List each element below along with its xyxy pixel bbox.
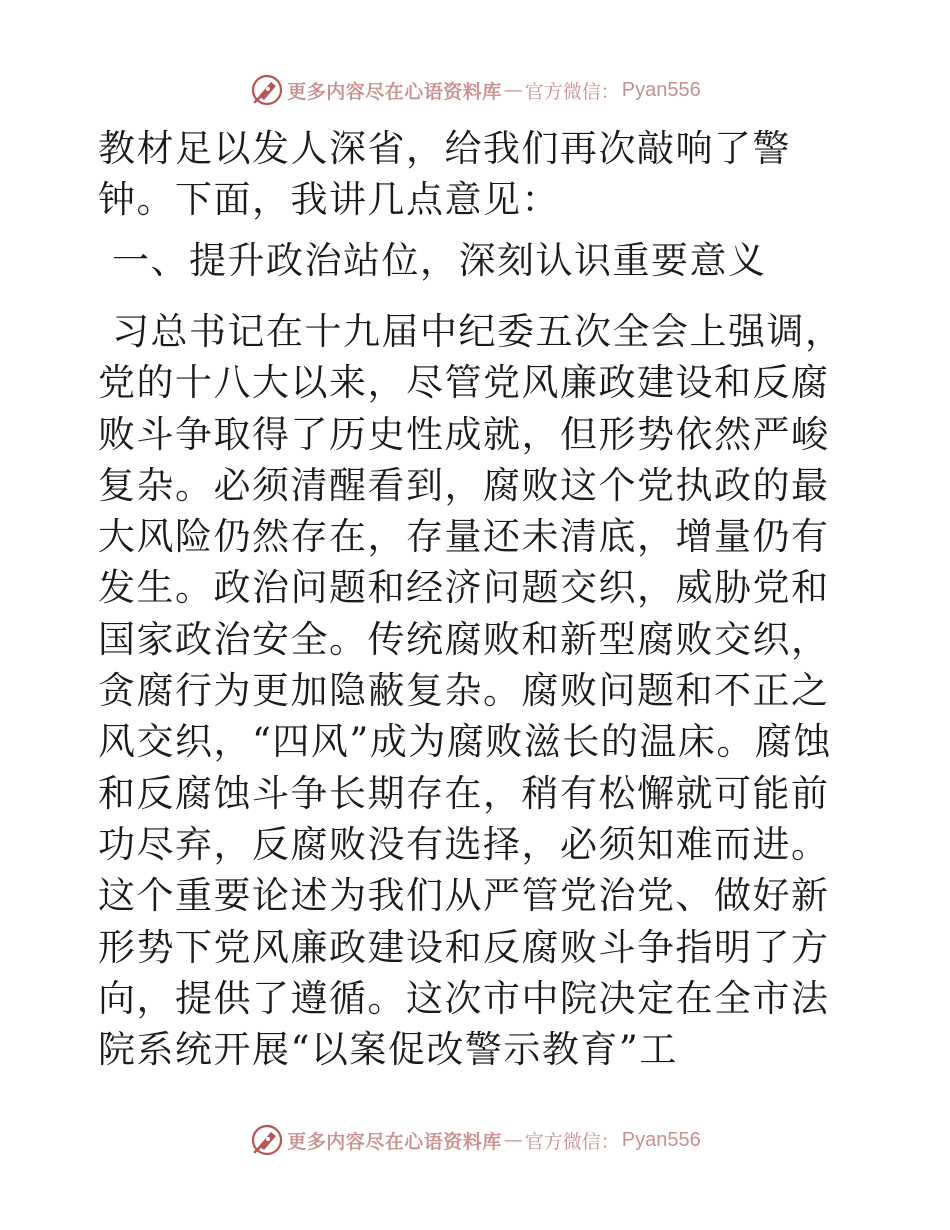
footer-watermark (0, 1120, 950, 1160)
watermark-separator: — (503, 79, 523, 101)
pen-nib-logo-icon (249, 72, 285, 108)
document-body (98, 123, 858, 1075)
watermark-main-text: 更多内容尽在心语资料库 (287, 1130, 502, 1153)
watermark-wechat-label: 官方微信： (524, 1130, 620, 1153)
header-watermark (0, 70, 950, 110)
section-heading: 一、提升政治站位，深刻认识重要意义 (112, 239, 767, 282)
pen-nib-logo-icon (249, 1122, 285, 1158)
watermark-wechat-id: Pyan556 (621, 78, 701, 101)
watermark-wechat-label: 官方微信： (524, 80, 620, 103)
watermark-wechat-id: Pyan556 (621, 1128, 701, 1151)
intro-paragraph: 教材足以发人深省，给我们再次敲响了警钟。下面，我讲几点意见： (98, 127, 791, 221)
watermark-separator: — (503, 1129, 523, 1151)
watermark-main-text: 更多内容尽在心语资料库 (287, 80, 502, 103)
body-paragraph: 习总书记在十九届中纪委五次全会上强调，党的十八大以来，尽管党风廉政建设和反腐败斗争取得了历史性成就，但形势依然严峻复杂。必须清醒看到，腐败这个党执政的最大风险仍然存在，存量还未清底，增量仍有发生。政治问题和经济问题交织，威胁党和国家政治安全。传统腐败和新型腐败交织，贪腐行为更加隐蔽复杂。腐败问题和不正之风交织，“四风”成为腐败滋长的温床。腐蚀和反腐蚀斗争长期存在，稍有松懈就可能前功尽弃，反腐败没有选择，必须知难而进。这个重要论述为我们从严管党治党、做好新形势下党风廉政建设和反腐败斗争指明了方向，提供了遵循。这次市中院决定在全市法院系统开展“以案促改警示教育”工 (98, 310, 844, 1072)
